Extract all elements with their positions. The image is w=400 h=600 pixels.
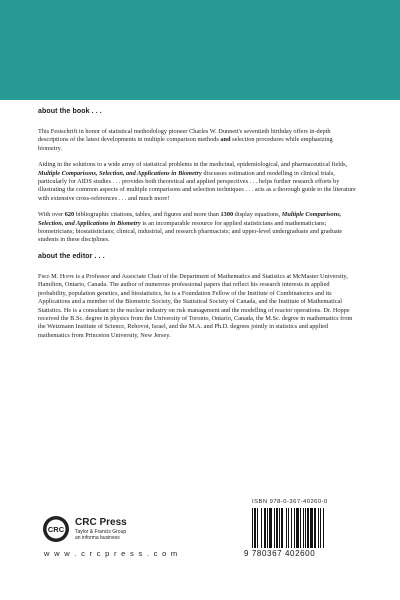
barcode-bar [274, 508, 275, 548]
barcode-bar [257, 508, 258, 548]
barcode-bar [294, 508, 295, 548]
about-book-heading: about the book . . . [38, 108, 102, 115]
barcode-bar [286, 508, 287, 548]
barcode-bar [261, 508, 262, 548]
barcode-bar [303, 508, 304, 548]
cover-text [38, 108, 358, 348]
barcode-bar [267, 508, 268, 548]
barcode-digits: 9 780367 402600 [244, 549, 316, 558]
publisher-business: an informa business [75, 535, 120, 541]
barcode-bar [252, 508, 253, 548]
publisher-group: Taylor & Francis Group [75, 529, 127, 535]
about-book-paragraph-1: This Festschrift in honor of statistical methodology pioneer Charles W. Dunnett's seventieth birthday offers in-depth descriptions of the latest developments in multiple comparison methods and selection procedures while emphasizing biometry. [38, 128, 333, 152]
publisher-url: w w w . c r c p r e s s . c o m [44, 549, 179, 558]
top-color-band [0, 0, 400, 100]
barcode-bar [300, 508, 301, 548]
barcode-block [242, 499, 364, 563]
barcode-bar [320, 508, 321, 548]
barcode-bar [314, 508, 316, 548]
book-title: Multiple Comparisons, Selection, and Applications in Biometry [38, 211, 342, 227]
editor-name: Fred M. Hoppe [38, 272, 75, 280]
barcode-bar [305, 508, 306, 548]
about-book-paragraph-2: Aiding in the solutions to a wide array of statistical problems in the medicinal, epidemiological, and pharmaceutical fields, Multiple Comparisons, Selection, and Applications in Biometry discusses estimation and modelling in clinical trials, particularly for AIDS studies . . . provides both theoretical and applied perspectives . . . helps further research efforts by illustrating the common aspects of multiple comparisons and selection techniques . . . acts as a thorough guide to the literature with extensive cross-references . . . and much more! [38, 161, 356, 202]
publisher-name: CRC Press [75, 517, 127, 528]
barcode-bar [281, 508, 283, 548]
about-editor-paragraph: Fred M. Hoppe is a Professor and Associate Chair of the Department of Mathematics and Statistics at McMaster University, Hamilton, Ontario, Canada. The author of numerous professional papers that reflect his research interests in applied probability, population genetics, and biostatistics, he is a Foundation Fellow of the Institute of Combinatorics and its Applications and a member of the Biometric Society, the Statistical Society of Canada, and the Institute of Mathematical Statistics. He is a consultant to the nuclear industry on risk management and the modelling of reactor operations. Dr. Hoppe received the B.Sc. degree in physics from the University of Toronto, Ontario, Canada, the M.Sc. degree in mathematics from the Weizmann Institute of Science, Rehovot, Israel, and the M.A. and Ph.D. degrees jointly in statistics and applied mathematics from Princeton University, New Jersey. [38, 272, 353, 339]
barcode-bar [269, 508, 272, 548]
barcode-bar [288, 508, 289, 548]
isbn-label: ISBN 978-0-367-40260-0 [252, 499, 328, 505]
about-book-paragraph-3: With over 620 bibliographic citations, tables, and figures and more than 1300 display equations, Multiple Comparisons, Selection, and Applications in Biometry is an incomparable resource for applied statisticians and mathematicians; biometricians; biostatisticians; clinical, industrial, and research pharmacists; and upper-level undergraduate and graduate students in these disciplines. [38, 211, 343, 244]
barcode-bar [307, 508, 309, 548]
crc-logo-icon [42, 515, 70, 543]
barcode-bar [279, 508, 280, 548]
barcode-bar [310, 508, 313, 548]
barcode-bar [296, 508, 299, 548]
publisher-block [42, 515, 222, 565]
about-editor-heading: about the editor . . . [38, 252, 105, 260]
barcode-bar [276, 508, 278, 548]
barcode-icon [250, 508, 358, 548]
barcode-bar [291, 508, 292, 548]
barcode-bar [318, 508, 319, 548]
book-title: Multiple Comparisons, Selection, and Applications in Biometry [38, 169, 202, 177]
barcode-bar [323, 508, 324, 548]
crc-logo-text: CRC [47, 524, 65, 534]
barcode-bar [254, 508, 256, 548]
barcode-bar [264, 508, 266, 548]
